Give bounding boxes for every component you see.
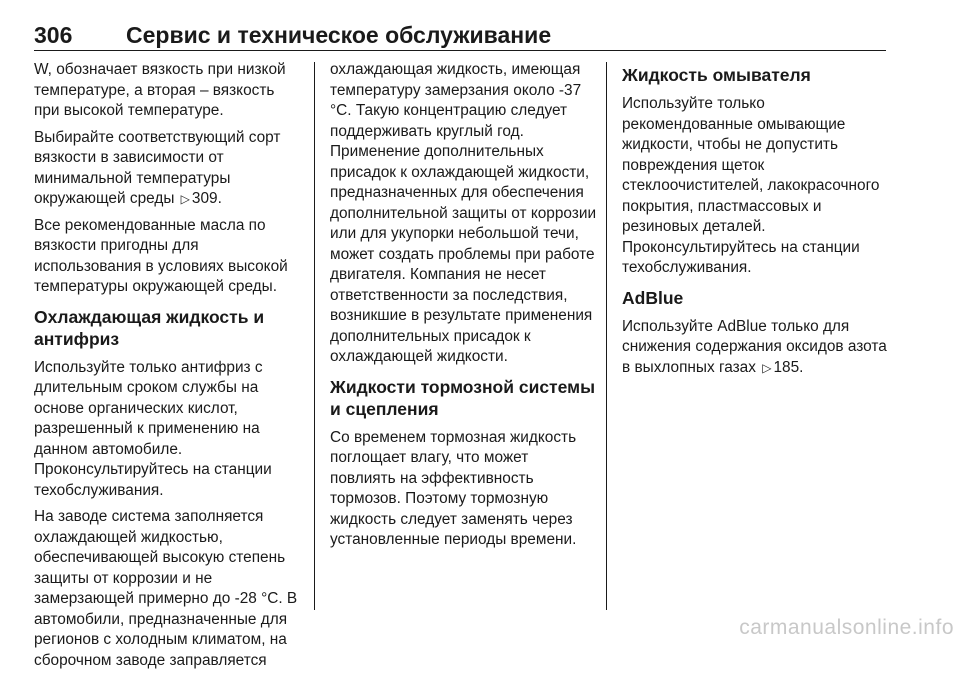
page-number: 306 (34, 22, 73, 48)
column-divider (314, 62, 315, 610)
section-heading-coolant: Охлаждающая жидкость и антифриз (34, 306, 265, 349)
page-ref-arrow-icon: ▷ (180, 192, 190, 206)
page-header (34, 14, 886, 51)
page-title: Сервис и техническое обслуживание (126, 22, 552, 48)
column-divider (606, 62, 607, 610)
section-heading-washer-fluid: Жидкость омывателя (622, 65, 811, 85)
section-heading-brake-fluid: Жидкости тормозной системы и сцепления (330, 376, 596, 419)
page-ref-link[interactable]: 185. (773, 358, 804, 376)
section-heading-adblue: AdBlue (622, 287, 684, 308)
paragraph: Используйте AdBlue только для снижения содержания оксидов азота в выхлопных газах ▷ 185. (622, 317, 890, 379)
paragraph: Используйте только антифриз с длительным сроком службы на основе органических кислот, разрешенный к применению на данном автомобиле. Проконсультируйтесь на станции техобслуживания. (34, 358, 272, 499)
paragraph: W, обозначает вязкость при низкой температуре, а вторая – вязкость при высокой температуре. (34, 61, 286, 119)
paragraph: Выбирайте соответствующий сорт вязкости в зависимости от минимальной температуры окружающей среды ▷ 309. (34, 128, 302, 210)
page-ref-link[interactable]: 309. (191, 190, 222, 207)
page-ref-arrow-icon: ▷ (762, 360, 772, 375)
paragraph: охлаждающая жидкость, имеющая температуру замерзания около -37 °С. Такую концентрацию следует поддерживать круглый год. Применение дополнительных присадок к охлаждающей жидкости, предназначенных для обеспечения дополнительной защиты от коррозии или для укупорки небольшой течи, может создать проблемы при работе двигателя. Компания не несет ответственности за последствия, возникшие в результате применения дополнительных присадок к охлаждающей жидкости. (330, 61, 597, 365)
paragraph: На заводе система заполняется охлаждающей жидкостью, обеспечивающей высокую степень защиты от коррозии и не замерзающей примерно до -28 °С. В автомобили, предназначенные для регионов с холодным климатом, на сборочном заводе заправляется (34, 508, 298, 669)
column-3 (622, 60, 890, 384)
paragraph: Используйте только рекомендованные омывающие жидкости, чтобы не допустить повреждения щеток стеклоочистителей, лакокрасочного покрытия, пластмассовых и резиновых деталей. Проконсультируйтесь на станции техобслуживания. (622, 95, 880, 276)
paragraph: Со временем тормозная жидкость поглощает влагу, что может повлиять на эффективность тормозов. Поэтому тормозную жидкость следует заменять через установленные периоды времени. (330, 428, 577, 548)
watermark: carmanualsonline.info (739, 616, 954, 639)
column-2 (330, 60, 598, 557)
column-1 (34, 60, 302, 677)
paragraph: Все рекомендованные масла по вязкости пригодны для использования в условиях высокой температуры окружающей среды. (34, 216, 288, 295)
